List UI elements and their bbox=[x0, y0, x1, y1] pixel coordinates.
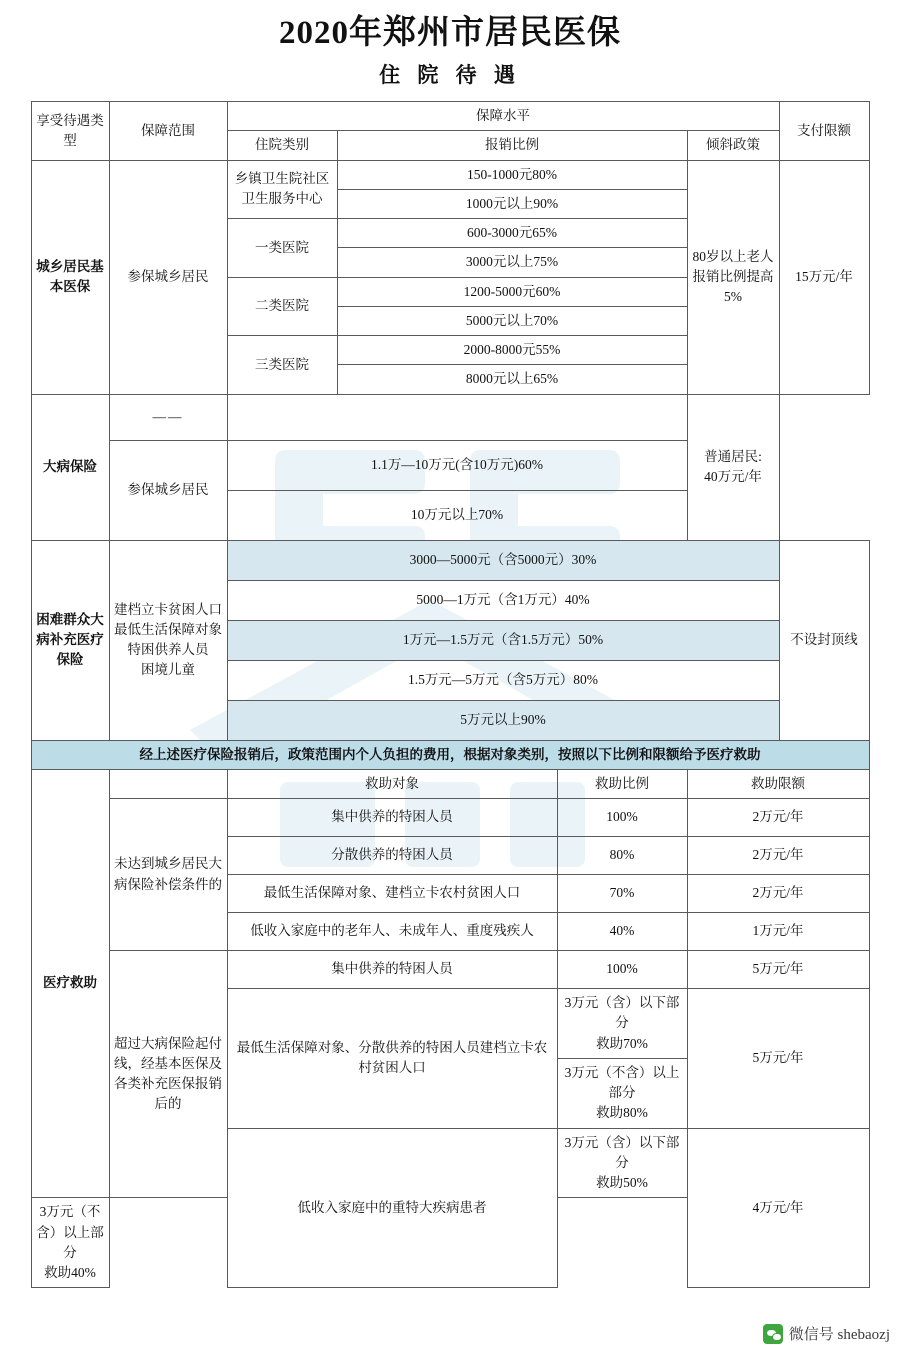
tilt-policy-basic bbox=[687, 160, 779, 394]
aid-limit: 2万元/年 bbox=[687, 837, 869, 875]
row-scope-serious: 参保城乡居民 bbox=[109, 440, 227, 540]
header-limit: 支付限额 bbox=[779, 102, 869, 161]
aid-target: 集中供养的特困人员 bbox=[227, 951, 557, 989]
aid-target: 分散供养的特困人员 bbox=[227, 837, 557, 875]
ratio-cell: 10万元以上70% bbox=[227, 490, 687, 540]
header-hospital-class: 住院类别 bbox=[227, 131, 337, 160]
aid-ratio bbox=[557, 1058, 687, 1128]
table-row bbox=[31, 951, 869, 989]
limit-serious-line1: 普通居民: bbox=[704, 448, 762, 464]
hospital-class-level2: 二类医院 bbox=[227, 277, 337, 336]
aid-target: 低收入家庭中的重特大疾病患者 bbox=[227, 1128, 557, 1288]
aid-limit: 5万元/年 bbox=[687, 951, 869, 989]
ratio-cell: 2000-8000元55% bbox=[337, 336, 687, 365]
aid-ratio: 40% bbox=[557, 913, 687, 951]
ratio-cell: 8000元以上65% bbox=[337, 365, 687, 394]
table-row bbox=[31, 769, 869, 798]
ratio-cell: 5000元以上70% bbox=[337, 306, 687, 335]
aid-ratio bbox=[557, 989, 687, 1059]
table-row bbox=[31, 160, 869, 189]
aid-target: 低收入家庭中的老年人、未成年人、重度残疾人 bbox=[227, 913, 557, 951]
poverty-scope-line-2: 最低生活保障对象 bbox=[114, 621, 222, 637]
aid-header-blank bbox=[109, 769, 227, 798]
aid-ratio: 100% bbox=[557, 799, 687, 837]
aid-target: 最低生活保障对象、建档立卡农村贫困人口 bbox=[227, 875, 557, 913]
header-tilt-policy: 倾斜政策 bbox=[687, 131, 779, 160]
benefits-table bbox=[31, 101, 870, 1288]
aid-ratio: 70% bbox=[557, 875, 687, 913]
limit-serious-line2: 40万元/年 bbox=[704, 469, 762, 484]
wechat-icon bbox=[763, 1324, 783, 1344]
table-row bbox=[31, 540, 869, 580]
aid-ratio-line-1: 3万元（不含）以上部分 bbox=[36, 1204, 104, 1260]
aid-limit: 2万元/年 bbox=[687, 875, 869, 913]
poverty-scope-line-4: 困境儿童 bbox=[141, 662, 195, 678]
aid-group2-scope: 超过大病保险起付线，经基本医保及各类补充医保报销后的 bbox=[109, 951, 227, 1198]
aid-limit: 1万元/年 bbox=[687, 913, 869, 951]
header-ratio: 报销比例 bbox=[337, 131, 687, 160]
aid-limit: 5万元/年 bbox=[687, 989, 869, 1129]
serious-blank bbox=[227, 394, 687, 440]
aid-ratio-line-2: 救助80% bbox=[596, 1105, 648, 1121]
aid-ratio: 80% bbox=[557, 837, 687, 875]
row-scope-poverty bbox=[109, 540, 227, 740]
header-type: 享受待遇类型 bbox=[31, 102, 109, 161]
aid-target: 最低生活保障对象、分散供养的特困人员建档立卡农村贫困人口 bbox=[227, 989, 557, 1129]
ratio-cell: 600-3000元65% bbox=[337, 219, 687, 248]
aid-ratio-line-2: 救助70% bbox=[596, 1035, 648, 1051]
row-type-poverty: 困难群众大病补充医疗保险 bbox=[31, 540, 109, 740]
aid-ratio bbox=[557, 1128, 687, 1198]
aid-ratio-line-1: 3万元（不含）以上部分 bbox=[564, 1064, 680, 1100]
aid-header-target: 救助对象 bbox=[227, 769, 557, 798]
table-row bbox=[31, 740, 869, 769]
ratio-cell: 1200-5000元60% bbox=[337, 277, 687, 306]
table-header-row bbox=[31, 102, 869, 131]
aid-limit: 4万元/年 bbox=[687, 1128, 869, 1288]
ratio-cell: 5万元以上90% bbox=[227, 700, 779, 740]
row-type-serious: 大病保险 bbox=[31, 394, 109, 540]
ratio-cell: 1万元—1.5万元（含1.5万元）50% bbox=[227, 620, 779, 660]
poverty-scope-line-3: 特困供养人员 bbox=[127, 642, 209, 657]
header-scope: 保障范围 bbox=[109, 102, 227, 161]
ratio-cell: 1.1万—10万元(含10万元)60% bbox=[227, 440, 687, 490]
hospital-class-township: 乡镇卫生院社区卫生服务中心 bbox=[227, 160, 337, 219]
wechat-watermark bbox=[763, 1323, 890, 1344]
tilt-line-2: 报销比例提高5% bbox=[692, 268, 774, 305]
aid-target: 集中供养的特困人员 bbox=[227, 799, 557, 837]
limit-serious bbox=[687, 394, 779, 540]
ratio-cell: 3000元以上75% bbox=[337, 248, 687, 277]
aid-banner: 经上述医疗保险报销后，政策范围内个人负担的费用，根据对象类别，按照以下比例和限额给予医疗救助 bbox=[31, 740, 869, 769]
limit-poverty: 不设封顶线 bbox=[779, 540, 869, 740]
ratio-cell: 5000—1万元（含1万元）40% bbox=[227, 580, 779, 620]
aid-ratio-line-2: 救助40% bbox=[44, 1265, 96, 1280]
ratio-cell: 1000元以上90% bbox=[337, 189, 687, 218]
serious-scope-dash: —— bbox=[109, 394, 227, 440]
ratio-cell: 150-1000元80% bbox=[337, 160, 687, 189]
hospital-class-level1: 一类医院 bbox=[227, 219, 337, 278]
aid-header-limit: 救助限额 bbox=[687, 769, 869, 798]
aid-group1-scope: 未达到城乡居民大病保险补偿条件的 bbox=[109, 799, 227, 951]
aid-ratio-line-2: 救助50% bbox=[596, 1175, 648, 1190]
aid-ratio-line-1: 3万元（含）以下部分 bbox=[564, 1134, 680, 1170]
row-type-aid: 医疗救助 bbox=[31, 769, 109, 1198]
tilt-line-1: 80岁以上老人 bbox=[692, 248, 774, 264]
aid-limit: 2万元/年 bbox=[687, 799, 869, 837]
aid-ratio bbox=[31, 1198, 109, 1288]
hospital-class-level3: 三类医院 bbox=[227, 336, 337, 395]
row-scope-basic: 参保城乡居民 bbox=[109, 160, 227, 394]
page-title: 2020年郑州市居民医保 bbox=[279, 15, 621, 51]
aid-ratio: 100% bbox=[557, 951, 687, 989]
header-level: 保障水平 bbox=[227, 102, 779, 131]
row-type-basic: 城乡居民基本医保 bbox=[31, 160, 109, 394]
aid-header-ratio: 救助比例 bbox=[557, 769, 687, 798]
ratio-cell: 3000—5000元（含5000元）30% bbox=[227, 540, 779, 580]
table-row bbox=[31, 394, 869, 440]
poverty-scope-line-1: 建档立卡贫困人口 bbox=[114, 601, 222, 617]
limit-basic: 15万元/年 bbox=[779, 160, 869, 394]
page-subtitle: 住 院 待 遇 bbox=[379, 63, 521, 87]
wechat-id-label: 微信号 shebaozj bbox=[788, 1327, 890, 1343]
ratio-cell: 1.5万元—5万元（含5万元）80% bbox=[227, 660, 779, 700]
aid-ratio-line-1: 3万元（含）以下部分 bbox=[564, 995, 680, 1031]
table-row bbox=[31, 799, 869, 837]
